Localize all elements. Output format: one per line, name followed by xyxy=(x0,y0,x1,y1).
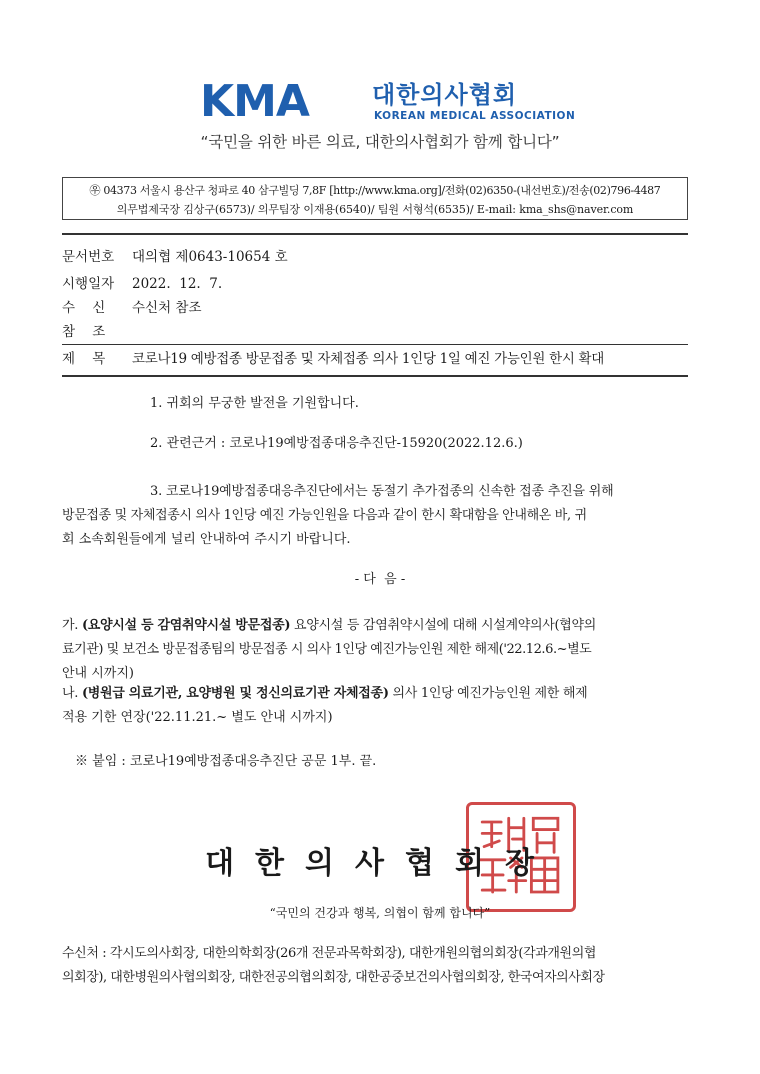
paragraph-3 xyxy=(62,480,692,552)
meta-value: 코로나19 예방접종 방문접종 및 자체접종 의사 1인당 1일 예진 가능인원 한시 확대 xyxy=(132,351,605,367)
meta-bottom-divider xyxy=(62,375,688,377)
meta-label: 제 목 xyxy=(62,351,106,367)
item-a-prefix: 가. xyxy=(62,618,82,633)
org-name-english: KOREAN MEDICAL ASSOCIATION xyxy=(374,110,576,122)
meta-value: 수신처 참조 xyxy=(132,300,202,316)
item-a-line: 료기관) 및 보건소 방문접종팀의 방문접종 시 의사 1인당 예진가능인원 제한 해제('22.12.6.~별도 xyxy=(62,642,592,657)
president-title: 대한의사협회장 xyxy=(205,846,555,881)
meta-label: 수 신 xyxy=(62,300,106,316)
meta-label: 시행일자 xyxy=(62,276,115,292)
org-name-korean: 대한의사협회 xyxy=(372,81,518,109)
item-a-text: 요양시설 등 감염취약시설에 대해 시설계약의사(협약의 xyxy=(290,618,597,633)
recipients xyxy=(62,942,692,990)
item-b-text: 의사 1인당 예진가능인원 제한 해제 xyxy=(388,686,588,701)
paragraph-2: 2. 관련근거 : 코로나19예방접종대응추진단-15920(2022.12.6.) xyxy=(150,436,523,451)
item-b-line: 적용 기한 연장('22.11.21.~ 별도 안내 시까지) xyxy=(62,710,333,725)
meta-row-subject xyxy=(62,348,604,370)
item-b-title: (병원급 의료기관, 요양병원 및 정신의료기관 자체접종) xyxy=(81,686,389,701)
paragraph-1: 1. 귀회의 무궁한 발전을 기원합니다. xyxy=(150,396,359,411)
meta-value: 2022. 12. 7. xyxy=(132,276,223,292)
item-a-title: (요양시설 등 감염취약시설 방문접종) xyxy=(81,618,291,633)
paragraph-3-line: 방문접종 및 자체접종시 의사 1인당 예진 가능인원을 다음과 같이 한시 확대함을 안내해온 바, 귀 xyxy=(62,508,587,523)
meta-row-doc-number xyxy=(62,246,288,268)
kma-logo xyxy=(200,78,580,128)
meta-row-date xyxy=(62,273,222,295)
meta-row-recipient xyxy=(62,297,202,319)
paragraph-3-line: 3. 코로나19예방접종대응추진단에서는 동절기 추가접종의 신속한 접종 추진을 위해 xyxy=(150,484,614,499)
contact-address-line: ㉾ 04373 서울시 용산구 청파로 40 삼구빌딩 7,8F [http://www.kma.org]/전화(02)6350-(내선번호)/전송(02)796-4487 xyxy=(89,184,661,197)
item-b xyxy=(62,682,692,730)
notice-heading: - 다 음 - xyxy=(354,572,406,587)
item-b-prefix: 나. xyxy=(62,686,82,701)
recipients-line: 의회장), 대한병원의사협의회장, 대한전공의협의회장, 대한공중보건의사협의회장, 한국여자의사회장 xyxy=(62,970,605,985)
meta-label: 참 조 xyxy=(62,324,106,340)
recipients-line: 수신처 : 각시도의사회장, 대한의학회장(26개 전문과목학회장), 대한개원의협의회장(각과개원의협 xyxy=(62,946,597,961)
logo-letters: KMA xyxy=(200,76,309,127)
item-a-line: 안내 시까지) xyxy=(62,666,134,681)
subject-divider xyxy=(62,344,688,345)
closing-motto: “국민의 건강과 행복, 의협이 함께 합니다” xyxy=(269,906,491,920)
meta-row-reference xyxy=(62,321,132,343)
paragraph-3-line: 회 소속회원들에게 널리 안내하여 주시기 바랍니다. xyxy=(62,532,351,547)
top-divider xyxy=(62,233,688,235)
attachment-note: ※ 붙임 : 코로나19예방접종대응추진단 공문 1부. 끝. xyxy=(75,754,377,769)
slogan: “국민을 위한 바른 의료, 대한의사협회가 함께 합니다” xyxy=(200,133,560,151)
meta-label: 문서번호 xyxy=(62,249,115,265)
contact-box xyxy=(62,177,688,220)
meta-value: 대의협 제0643-10654 호 xyxy=(132,249,288,265)
item-a xyxy=(62,614,692,686)
contact-staff-line: 의무법제국장 김상구(6573)/ 의무팀장 이재용(6540)/ 팀원 서형석(6535)/ E-mail: kma_shs@naver.com xyxy=(116,203,634,216)
